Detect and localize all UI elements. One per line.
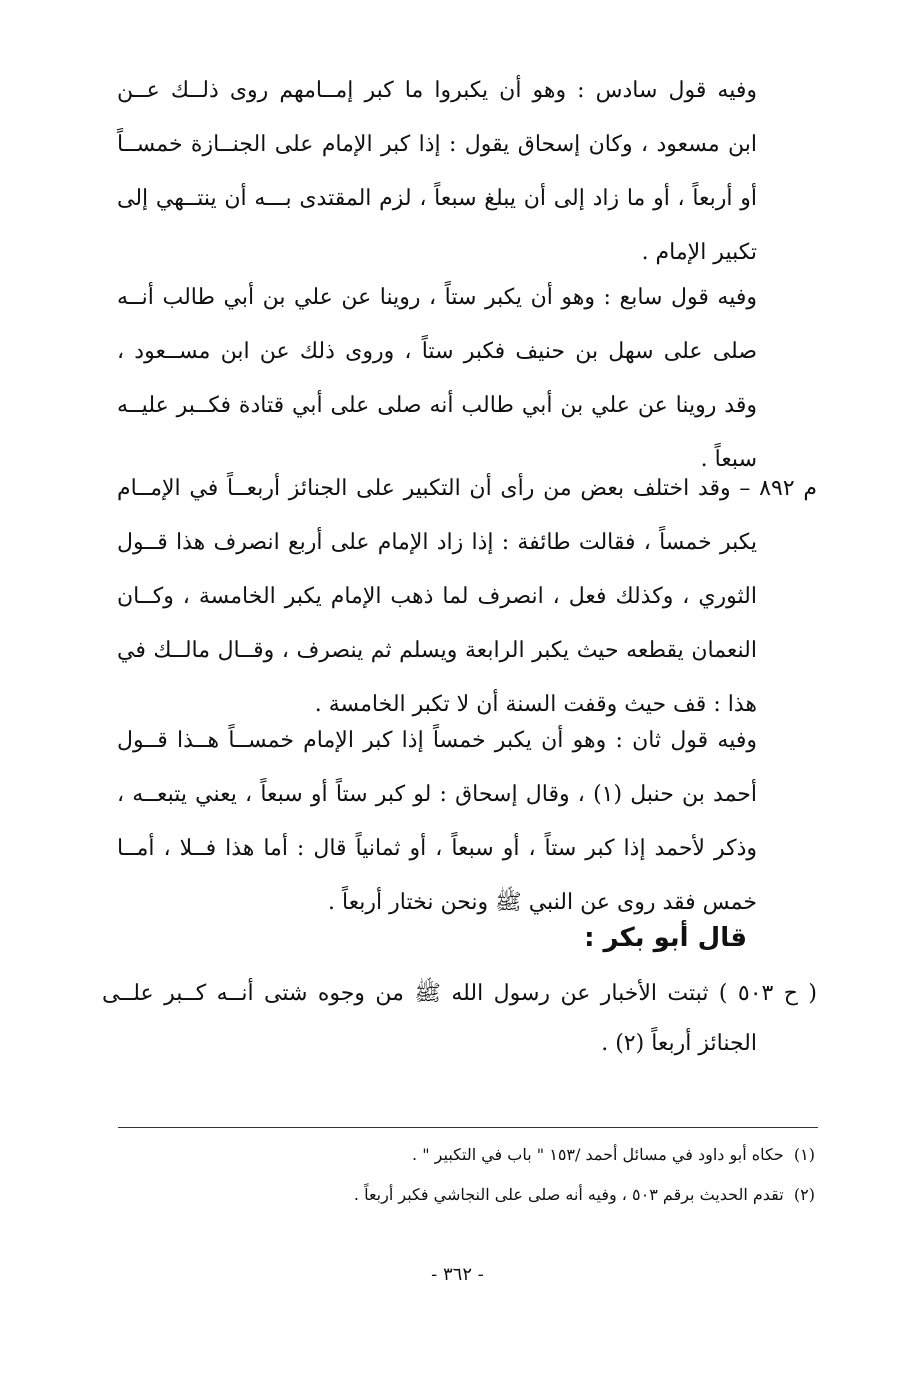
issue-number: م ٨٩٢ xyxy=(759,476,817,501)
text-line: ثبتت الأخبار عن رسول الله ﷺ من وجوه شتى أنــه كــبر علــى xyxy=(102,981,709,1006)
page-number: - ٣٦٢ - xyxy=(431,1264,484,1285)
paragraph-hadith-503 xyxy=(102,967,817,1021)
text-line: وذكر لأحمد إذا كبر ستاً ، أو سبعاً ، أو ثمانياً قال : أما هذا فــلا ، أمــا xyxy=(117,836,757,861)
section-heading: قال أبو بكر : xyxy=(584,923,747,953)
text-line: وفيه قول ثان : وهو أن يكبر خمساً إذا كبر الإمام خمســاً هــذا قــول xyxy=(117,728,757,753)
text-line: وفيه قول سادس : وهو أن يكبروا ما كبر إمــامهم روى ذلــك عــن xyxy=(117,78,757,103)
footnote-text: حكاه أبو داود في مسائل أحمد /١٥٣ " باب في التكبير " . xyxy=(412,1145,784,1164)
text-line: – وقد اختلف بعض من رأى أن التكبير على الجنائز أربعــاً في الإمــام xyxy=(117,476,751,501)
text-line: هذا : قف حيث وقفت السنة أن لا تكبر الخامسة . xyxy=(314,692,757,717)
text-line: خمس فقد روى عن النبي ﷺ ونحن نختار أربعاً . xyxy=(328,890,757,915)
footnote-1 xyxy=(412,1141,815,1169)
text-line: أحمد بن حنبل (١) ، وقال إسحاق : لو كبر ستاً أو سبعاً ، يعني يتبعــه ، xyxy=(117,782,758,807)
text-line: وفيه قول سابع : وهو أن يكبر ستاً ، روينا عن علي بن أبي طالب أنــه xyxy=(117,285,757,310)
text-line: يكبر خمساً ، فقالت طائفة : إذا زاد الإمام على أربع انصرف هذا قــول xyxy=(117,530,757,555)
text-line: تكبير الإمام . xyxy=(641,240,757,265)
text-line-with-marker xyxy=(102,967,817,1021)
text-line: الجنائز أربعاً (٢) . xyxy=(601,1031,757,1056)
text-line: صلى على سهل بن حنيف فكبر ستاً ، وروى ذلك عن ابن مســعود ، xyxy=(117,339,757,364)
text-line: الثوري ، وكذلك فعل ، انصرف لما ذهب الإمام يكبر الخامسة ، وكــان xyxy=(117,584,757,609)
text-line: ابن مسعود ، وكان إسحاق يقول : إذا كبر الإمام على الجنــازة خمســاً xyxy=(117,132,757,157)
paragraph-seventh-opinion xyxy=(117,271,757,487)
paragraph-second-opinion xyxy=(117,714,757,930)
footnote-text: تقدم الحديث برقم ٥٠٣ ، وفيه أنه صلى على النجاشي فكبر أربعاً . xyxy=(353,1185,784,1204)
footnote-number: (٢) xyxy=(793,1185,815,1204)
text-line: النعمان يقطعه حيث يكبر الرابعة ويسلم ثم ينصرف ، وقــال مالــك في xyxy=(117,638,757,663)
paragraph-issue-892-continued xyxy=(117,516,757,732)
text-line-with-marker xyxy=(117,462,817,516)
paragraph-issue-892 xyxy=(117,462,817,516)
paragraph-sixth-opinion xyxy=(117,64,757,280)
text-line: سبعاً . xyxy=(700,447,757,472)
footnote-divider xyxy=(118,1127,818,1128)
hadith-number: ( ح ٥٠٣ ) xyxy=(718,981,817,1006)
footnote-number: (١) xyxy=(793,1145,815,1164)
paragraph-hadith-503-continued xyxy=(117,1017,757,1071)
footnote-2 xyxy=(354,1181,815,1209)
text-line: وقد روينا عن علي بن أبي طالب أنه صلى على أبي قتادة فكــبر عليــه xyxy=(117,393,757,418)
text-line: أو أربعاً ، أو ما زاد إلى أن يبلغ سبعاً ، لزم المقتدى بـــه أن ينتــهي إلى xyxy=(117,186,757,211)
